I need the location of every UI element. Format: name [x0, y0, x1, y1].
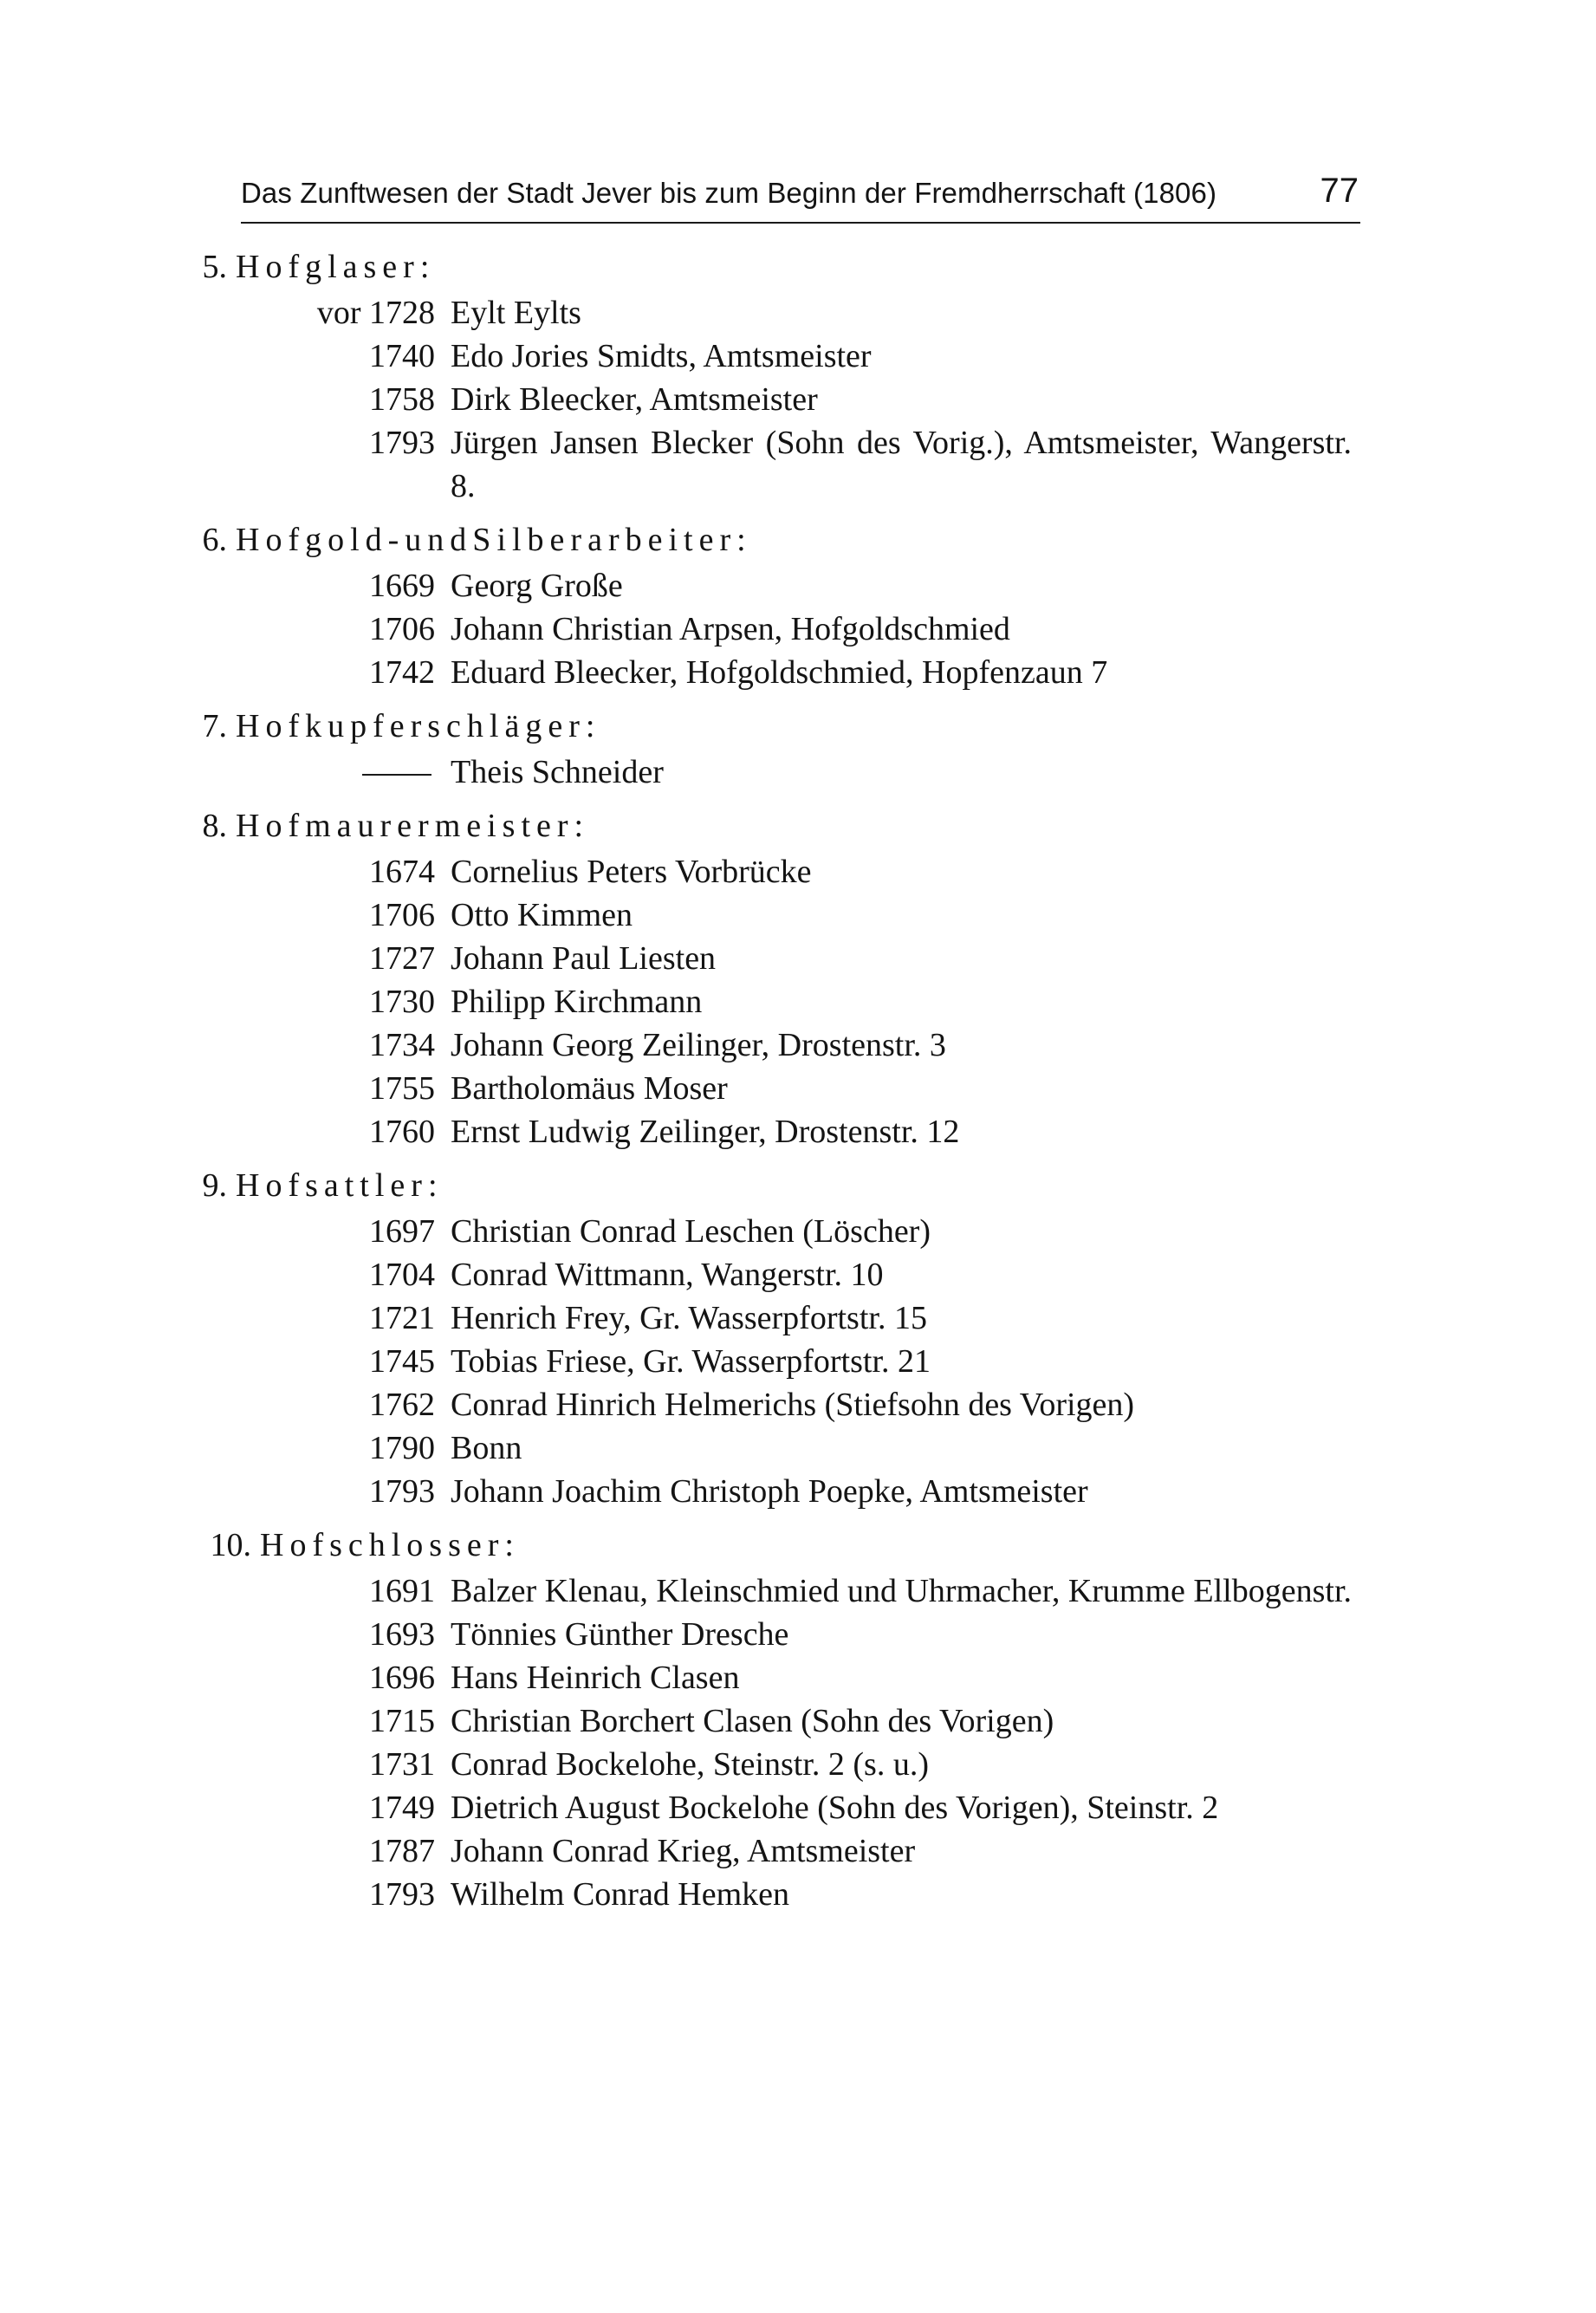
list-item [0, 937, 1596, 980]
entry-name: Eylt Eylts [451, 295, 581, 331]
entry-name: Dirk Bleecker, Amtsmeister [451, 381, 818, 418]
entry-name: Edo Jories Smidts, Amtsmeister [451, 338, 872, 374]
entry-year: 1715 [369, 1703, 435, 1739]
list-item [0, 1426, 1596, 1470]
section-hofschlosser [0, 1526, 1596, 1916]
entry-year: 1740 [369, 338, 435, 374]
entry-year: 1762 [369, 1387, 435, 1423]
entry-year: 1696 [369, 1660, 435, 1696]
entry-year: 1742 [369, 654, 435, 691]
list-item [0, 1743, 1596, 1786]
entry-name: Christian Conrad Leschen (Löscher) [451, 1213, 931, 1250]
entry-year: 1669 [369, 568, 435, 604]
entry-name: Cornelius Peters Vorbrücke [451, 854, 812, 890]
entry-year: 1691 [369, 1573, 435, 1609]
entry-name: Hans Heinrich Clasen [451, 1660, 740, 1696]
entry-name: Christian Borchert Clasen (Sohn des Vorigen) [451, 1703, 1054, 1739]
list-item [0, 651, 1596, 694]
entry-name: Conrad Wittmann, Wangerstr. 10 [451, 1257, 884, 1293]
list-item [0, 1067, 1596, 1110]
section-number: 5. [202, 249, 227, 285]
entry-year: 1758 [369, 381, 435, 418]
entry-name: Johann Christian Arpsen, Hofgoldschmied [451, 611, 1010, 647]
section-title: Hofkupferschläger: [236, 708, 601, 744]
entry-name: Balzer Klenau, Kleinschmied und Uhrmacher, Krumme Ellbogenstr. [451, 1573, 1353, 1609]
entry-year: 1706 [369, 897, 435, 933]
entry-year: 1697 [369, 1213, 435, 1250]
list-item [0, 564, 1596, 607]
entry-year-dash [0, 750, 451, 794]
entry-year: 1790 [369, 1430, 435, 1466]
section-title: Hofglaser: [236, 249, 436, 285]
entry-name: Otto Kimmen [451, 897, 633, 933]
entry-year: 1793 [369, 425, 435, 461]
list-item [0, 1210, 1596, 1253]
entry-year: 1793 [369, 1876, 435, 1913]
list-item [0, 1699, 1596, 1743]
entry-year: 1727 [369, 940, 435, 977]
list-item [0, 1829, 1596, 1873]
entry-year: 1793 [369, 1473, 435, 1510]
section-hofkupferschlaeger [0, 707, 1596, 794]
list-item [0, 1253, 1596, 1296]
entry-name: Dietrich August Bockelohe (Sohn des Vorigen), Steinstr. 2 [451, 1790, 1219, 1826]
list-item [0, 1569, 1596, 1613]
entry-year: 1721 [369, 1300, 435, 1336]
entry-name: Johann Georg Zeilinger, Drostenstr. 3 [451, 1027, 946, 1063]
section-number: 6. [202, 522, 227, 558]
running-title: Das Zunftwesen der Stadt Jever bis zum Beginn der Fremdherrschaft (1806) [241, 177, 1217, 209]
entry-year: 1674 [369, 854, 435, 890]
entry-name: Johann Conrad Krieg, Amtsmeister [451, 1833, 916, 1869]
entry-year: 1704 [369, 1257, 435, 1293]
dash-rule [362, 774, 431, 776]
entry-name: Conrad Hinrich Helmerichs (Stiefsohn des Vorigen) [451, 1387, 1135, 1423]
entry-year: 1730 [369, 984, 435, 1020]
page-header [241, 170, 1360, 224]
list-item [0, 750, 1596, 794]
section-heading [0, 807, 1596, 850]
section-hofmaurermeister [0, 807, 1596, 1153]
list-item [0, 607, 1596, 651]
list-item [0, 980, 1596, 1023]
list-item [0, 1340, 1596, 1383]
section-heading [0, 1526, 1596, 1569]
list-item [0, 335, 1596, 378]
list-item [0, 1613, 1596, 1656]
list-item [0, 1023, 1596, 1067]
entry-year: 1734 [369, 1027, 435, 1063]
list-item [0, 1296, 1596, 1340]
entry-name: Tobias Friese, Gr. Wasserpfortstr. 21 [451, 1343, 931, 1380]
list-item [0, 893, 1596, 937]
list-item [0, 1470, 1596, 1513]
entry-name: Jürgen Jansen Blecker (Sohn des Vorig.), Amtsmeister, Wangerstr. 8. [451, 425, 1352, 504]
entry-name: Conrad Bockelohe, Steinstr. 2 (s. u.) [451, 1746, 929, 1783]
entry-year: 1755 [369, 1070, 435, 1107]
entry-year: 1760 [369, 1114, 435, 1150]
list-item [0, 421, 1596, 508]
section-number: 8. [202, 808, 227, 844]
list-item [0, 1786, 1596, 1829]
list-item [0, 378, 1596, 421]
list-item [0, 1656, 1596, 1699]
section-number: 9. [202, 1167, 227, 1204]
entry-name: Bartholomäus Moser [451, 1070, 728, 1107]
entry-name: Georg Große [451, 568, 623, 604]
list-item [0, 291, 1596, 335]
section-title: Hofmaurermeister: [236, 808, 590, 844]
section-hofglaser [0, 248, 1596, 508]
section-title: Hofschlosser: [260, 1527, 520, 1563]
entry-year: 1749 [369, 1790, 435, 1826]
entry-name: Philipp Kirchmann [451, 984, 703, 1020]
list-item [0, 1110, 1596, 1153]
list-item [0, 1873, 1596, 1916]
entry-year: 1787 [369, 1833, 435, 1869]
list-item [0, 1383, 1596, 1426]
page-number: 77 [1320, 172, 1359, 210]
entry-name: Bonn [451, 1430, 522, 1466]
section-number: 7. [202, 708, 227, 744]
section-number: 10. [210, 1527, 251, 1563]
section-title: Hofgold-undSilberarbeiter: [236, 522, 752, 558]
list-item [0, 850, 1596, 893]
main-content [0, 248, 1596, 1929]
section-heading [0, 1166, 1596, 1210]
entry-name: Tönnies Günther Dresche [451, 1616, 789, 1653]
entry-name: Johann Paul Liesten [451, 940, 717, 977]
entry-year: 1693 [369, 1616, 435, 1653]
entry-name: Eduard Bleecker, Hofgoldschmied, Hopfenzaun 7 [451, 654, 1108, 691]
section-title: Hofsattler: [236, 1167, 444, 1204]
entry-year: vor 1728 [316, 295, 435, 331]
entry-year: 1706 [369, 611, 435, 647]
entry-year: 1745 [369, 1343, 435, 1380]
section-hofsattler [0, 1166, 1596, 1513]
entry-name: Theis Schneider [451, 754, 664, 790]
entry-name: Johann Joachim Christoph Poepke, Amtsmeister [451, 1473, 1088, 1510]
entry-year: 1731 [369, 1746, 435, 1783]
entry-name: Ernst Ludwig Zeilinger, Drostenstr. 12 [451, 1114, 960, 1150]
section-heading [0, 521, 1596, 564]
section-heading [0, 248, 1596, 291]
entry-name: Wilhelm Conrad Hemken [451, 1876, 790, 1913]
entry-name: Henrich Frey, Gr. Wasserpfortstr. 15 [451, 1300, 927, 1336]
section-hofgold-und-silberarbeiter [0, 521, 1596, 694]
section-heading [0, 707, 1596, 750]
